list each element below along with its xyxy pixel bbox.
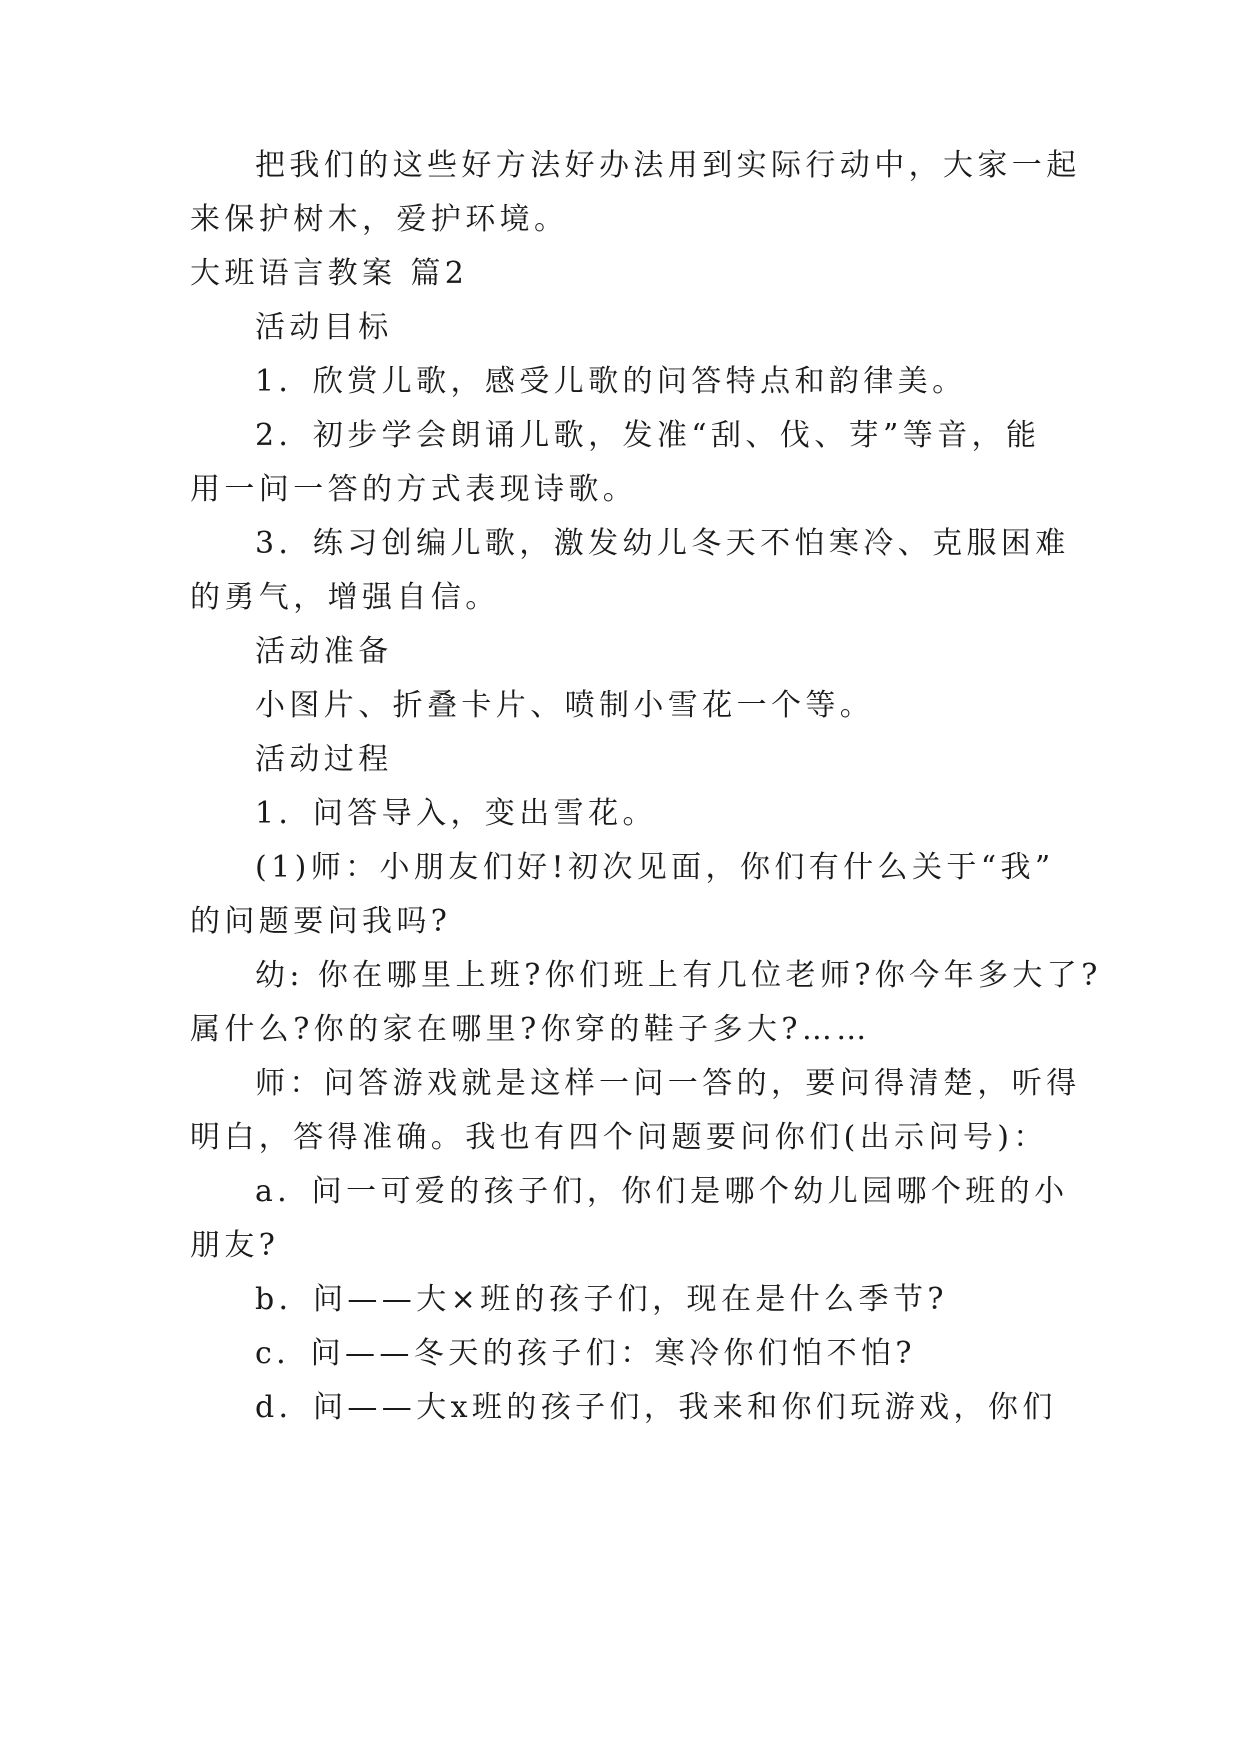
question-a: a．问一可爱的孩子们，你们是哪个幼儿园哪个班的小: [255, 1174, 1069, 1209]
question-a-cont: 朋友?: [190, 1228, 280, 1263]
paragraph-line: 属什么?你的家在哪里?你穿的鞋子多大?……: [190, 1012, 871, 1047]
subheading-process: 活动过程: [255, 742, 393, 777]
goal-item-1: 1．欣赏儿歌，感受儿歌的问答特点和韵律美。: [255, 364, 967, 399]
question-b: b．问——大×班的孩子们，现在是什么季节?: [255, 1282, 948, 1317]
paragraph-line: 师：问答游戏就是这样一问一答的，要问得清楚，听得: [255, 1066, 1081, 1101]
goal-item-2-cont: 用一问一答的方式表现诗歌。: [190, 472, 638, 507]
paragraph-line: 来保护树木，爱护环境。: [190, 202, 569, 237]
subheading-goals: 活动目标: [255, 310, 393, 345]
preparation-text: 小图片、折叠卡片、喷制小雪花一个等。: [255, 688, 875, 723]
question-d: d．问——大x班的孩子们，我来和你们玩游戏，你们: [255, 1390, 1057, 1425]
goal-item-3: 3．练习创编儿歌，激发幼儿冬天不怕寒冷、克服困难: [255, 526, 1070, 561]
paragraph-line: 的问题要问我吗?: [190, 904, 452, 939]
subheading-preparation: 活动准备: [255, 634, 393, 669]
paragraph-line: 明白，答得准确。我也有四个问题要问你们(出示问号)：: [190, 1120, 1048, 1155]
paragraph-line: 把我们的这些好方法好办法用到实际行动中，大家一起: [255, 148, 1081, 183]
question-c: c．问——冬天的孩子们：寒冷你们怕不怕?: [255, 1336, 916, 1371]
process-step-1: 1．问答导入，变出雪花。: [255, 796, 657, 831]
paragraph-line: 幼: 你在哪里上班?你们班上有几位老师?你今年多大了?: [255, 958, 1102, 993]
section-heading: 大班语言教案 篇2: [190, 256, 469, 291]
paragraph-line: (1)师：小朋友们好!初次见面，你们有什么关于“我”: [255, 850, 1055, 885]
goal-item-3-cont: 的勇气，增强自信。: [190, 580, 500, 615]
goal-item-2: 2．初步学会朗诵儿歌，发准“刮、伐、芽”等音，能: [255, 418, 1041, 453]
